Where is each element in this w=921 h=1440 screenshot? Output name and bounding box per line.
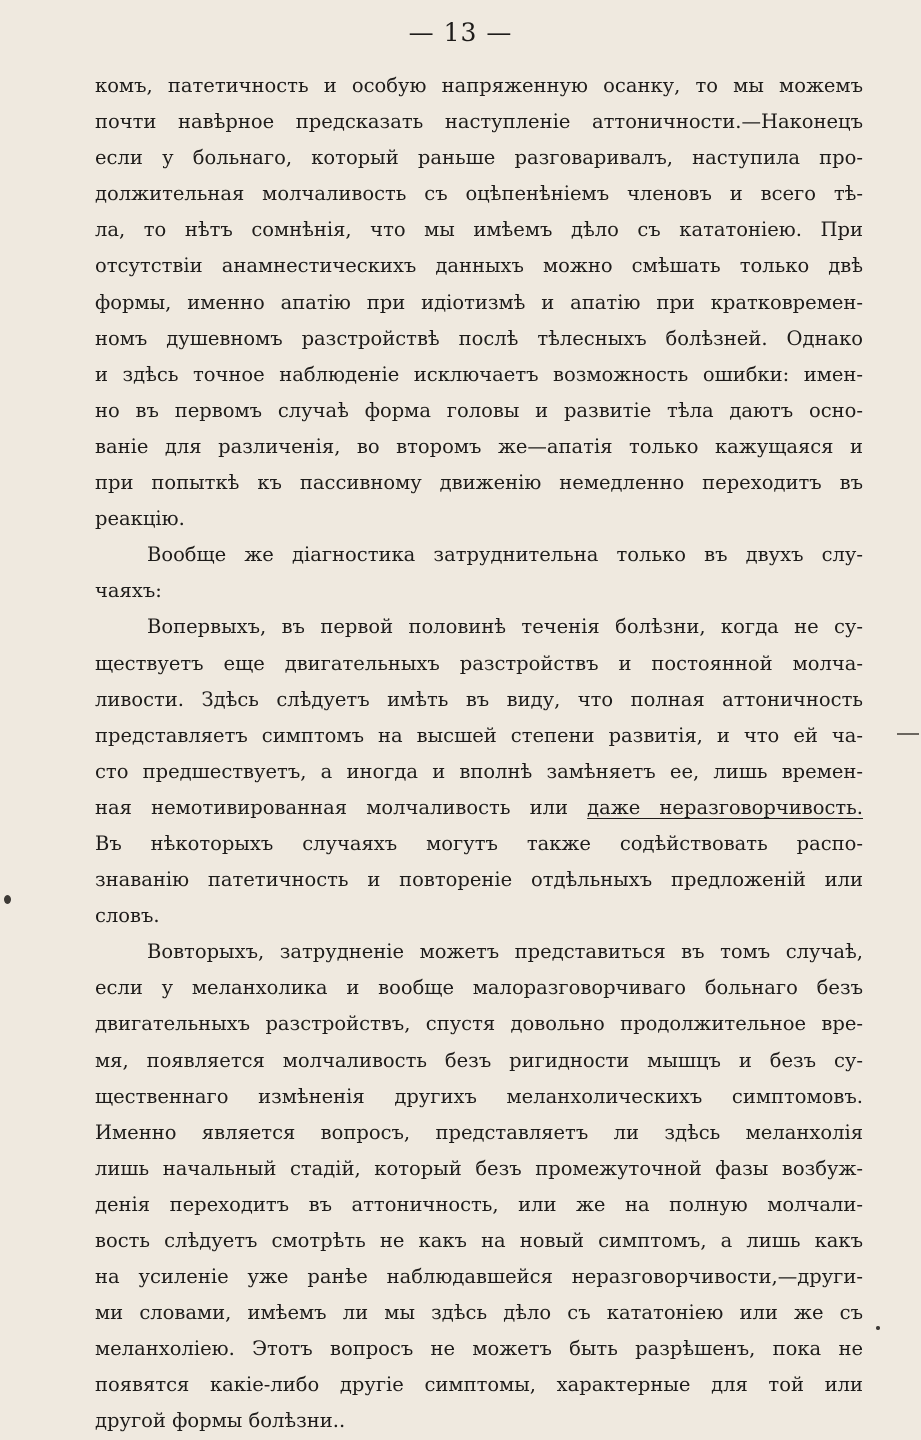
text-line: Вообще же діагностика затруднительна только въ двухъ слу- [147,543,863,567]
margin-ink-spot [4,895,11,904]
page-number: — 13 — [408,18,513,47]
text-line: если у меланхолика и вообще малоразговорчиваго больнаго безъ [95,976,863,1000]
text-line: реакцію. [95,507,185,531]
text-line: появятся какіе-либо другіе симптомы, характерные для той или [95,1373,863,1397]
text-segment: ная немотивированная молчаливость или [95,795,588,819]
text-line: лишь начальный стадій, который безъ промежуточной фазы возбуж- [95,1156,863,1180]
text-line: другой формы болѣзни.. [95,1409,346,1433]
text-line: денія переходитъ въ аттоничность, или же на полную молчали- [95,1192,863,1216]
text-line: если у больнаго, который раньше разговаривалъ, наступила про- [95,146,863,170]
text-line: ми словами, имѣемъ ли мы здѣсь дѣло съ кататоніею или же съ [95,1301,863,1325]
margin-mark [897,733,919,735]
text-line: щественнаго измѣненія другихъ меланхолическихъ симптомовъ. [95,1084,863,1108]
text-line: ливости. Здѣсь слѣдуетъ имѣть въ виду, что полная аттоничность [95,687,863,711]
text-line: ваніе для различенія, во второмъ же—апатія только кажущаяся и [95,434,863,458]
text-line: но въ первомъ случаѣ форма головы и развитіе тѣла даютъ осно- [95,398,863,422]
text-line: Въ нѣкоторыхъ случаяхъ могутъ также содѣйствовать распо- [95,831,863,855]
text-line: номъ душевномъ разстройствѣ послѣ тѣлесныхъ болѣзней. Однако [95,326,863,350]
underlined-phrase: даже неразговорчивость. [587,795,863,819]
text-line: словъ. [95,904,160,928]
text-line: чаяхъ: [95,579,162,603]
text-line: комъ, патетичность и особую напряженную осанку, то мы можемъ [95,74,863,97]
text-line [95,790,863,826]
text-line: Вовторыхъ, затрудненіе можетъ представиться въ томъ случаѣ, [147,940,863,964]
corner-ink-spot [876,1326,880,1330]
text-line: Именно является вопросъ, представляетъ ли здѣсь меланхолія [95,1120,863,1144]
text-line: почти навѣрное предсказать наступленіе аттоничности.—Наконецъ [95,110,863,134]
text-line: сто предшествуетъ, а иногда и вполнѣ замѣняетъ ее, лишь времен- [95,759,863,783]
text-line: представляетъ симптомъ на высшей степени развитія, и что ей ча- [95,723,863,747]
text-line: формы, именно апатію при идіотизмѣ и апатію при кратковремен- [95,290,863,314]
text-line: ществуетъ еще двигательныхъ разстройствъ и постоянной молча- [95,651,863,675]
body-text [95,68,863,1440]
text-line: меланхоліею. Этотъ вопросъ не можетъ быть разрѣшенъ, пока не [95,1337,863,1361]
text-line: на усиленіе уже ранѣе наблюдавшейся неразговорчивости,—други- [95,1265,863,1289]
text-line: вость слѣдуетъ смотрѣть не какъ на новый симптомъ, а лишь какъ [95,1229,863,1252]
text-line: ла, то нѣтъ сомнѣнія, что мы имѣемъ дѣло съ кататоніею. При [95,218,863,242]
text-line: Вопервыхъ, въ первой половинѣ теченія болѣзни, когда не су- [147,615,863,639]
text-line: знаванію патетичность и повтореніе отдѣльныхъ предложеній или [95,868,863,892]
text-line: мя, появляется молчаливость безъ ригидности мышцъ и безъ су- [95,1048,863,1072]
text-line: должительная молчаливость съ оцѣпенѣніемъ членовъ и всего тѣ- [95,182,863,206]
text-line: и здѣсь точное наблюденіе исключаетъ возможность ошибки: имен- [95,362,863,386]
text-line: двигательныхъ разстройствъ, спустя довольно продолжительное вре- [95,1012,863,1036]
text-line: при попыткѣ къ пассивному движенію немедленно переходитъ въ [95,471,863,495]
text-line: отсутствіи анамнестическихъ данныхъ можно смѣшать только двѣ [95,254,863,278]
